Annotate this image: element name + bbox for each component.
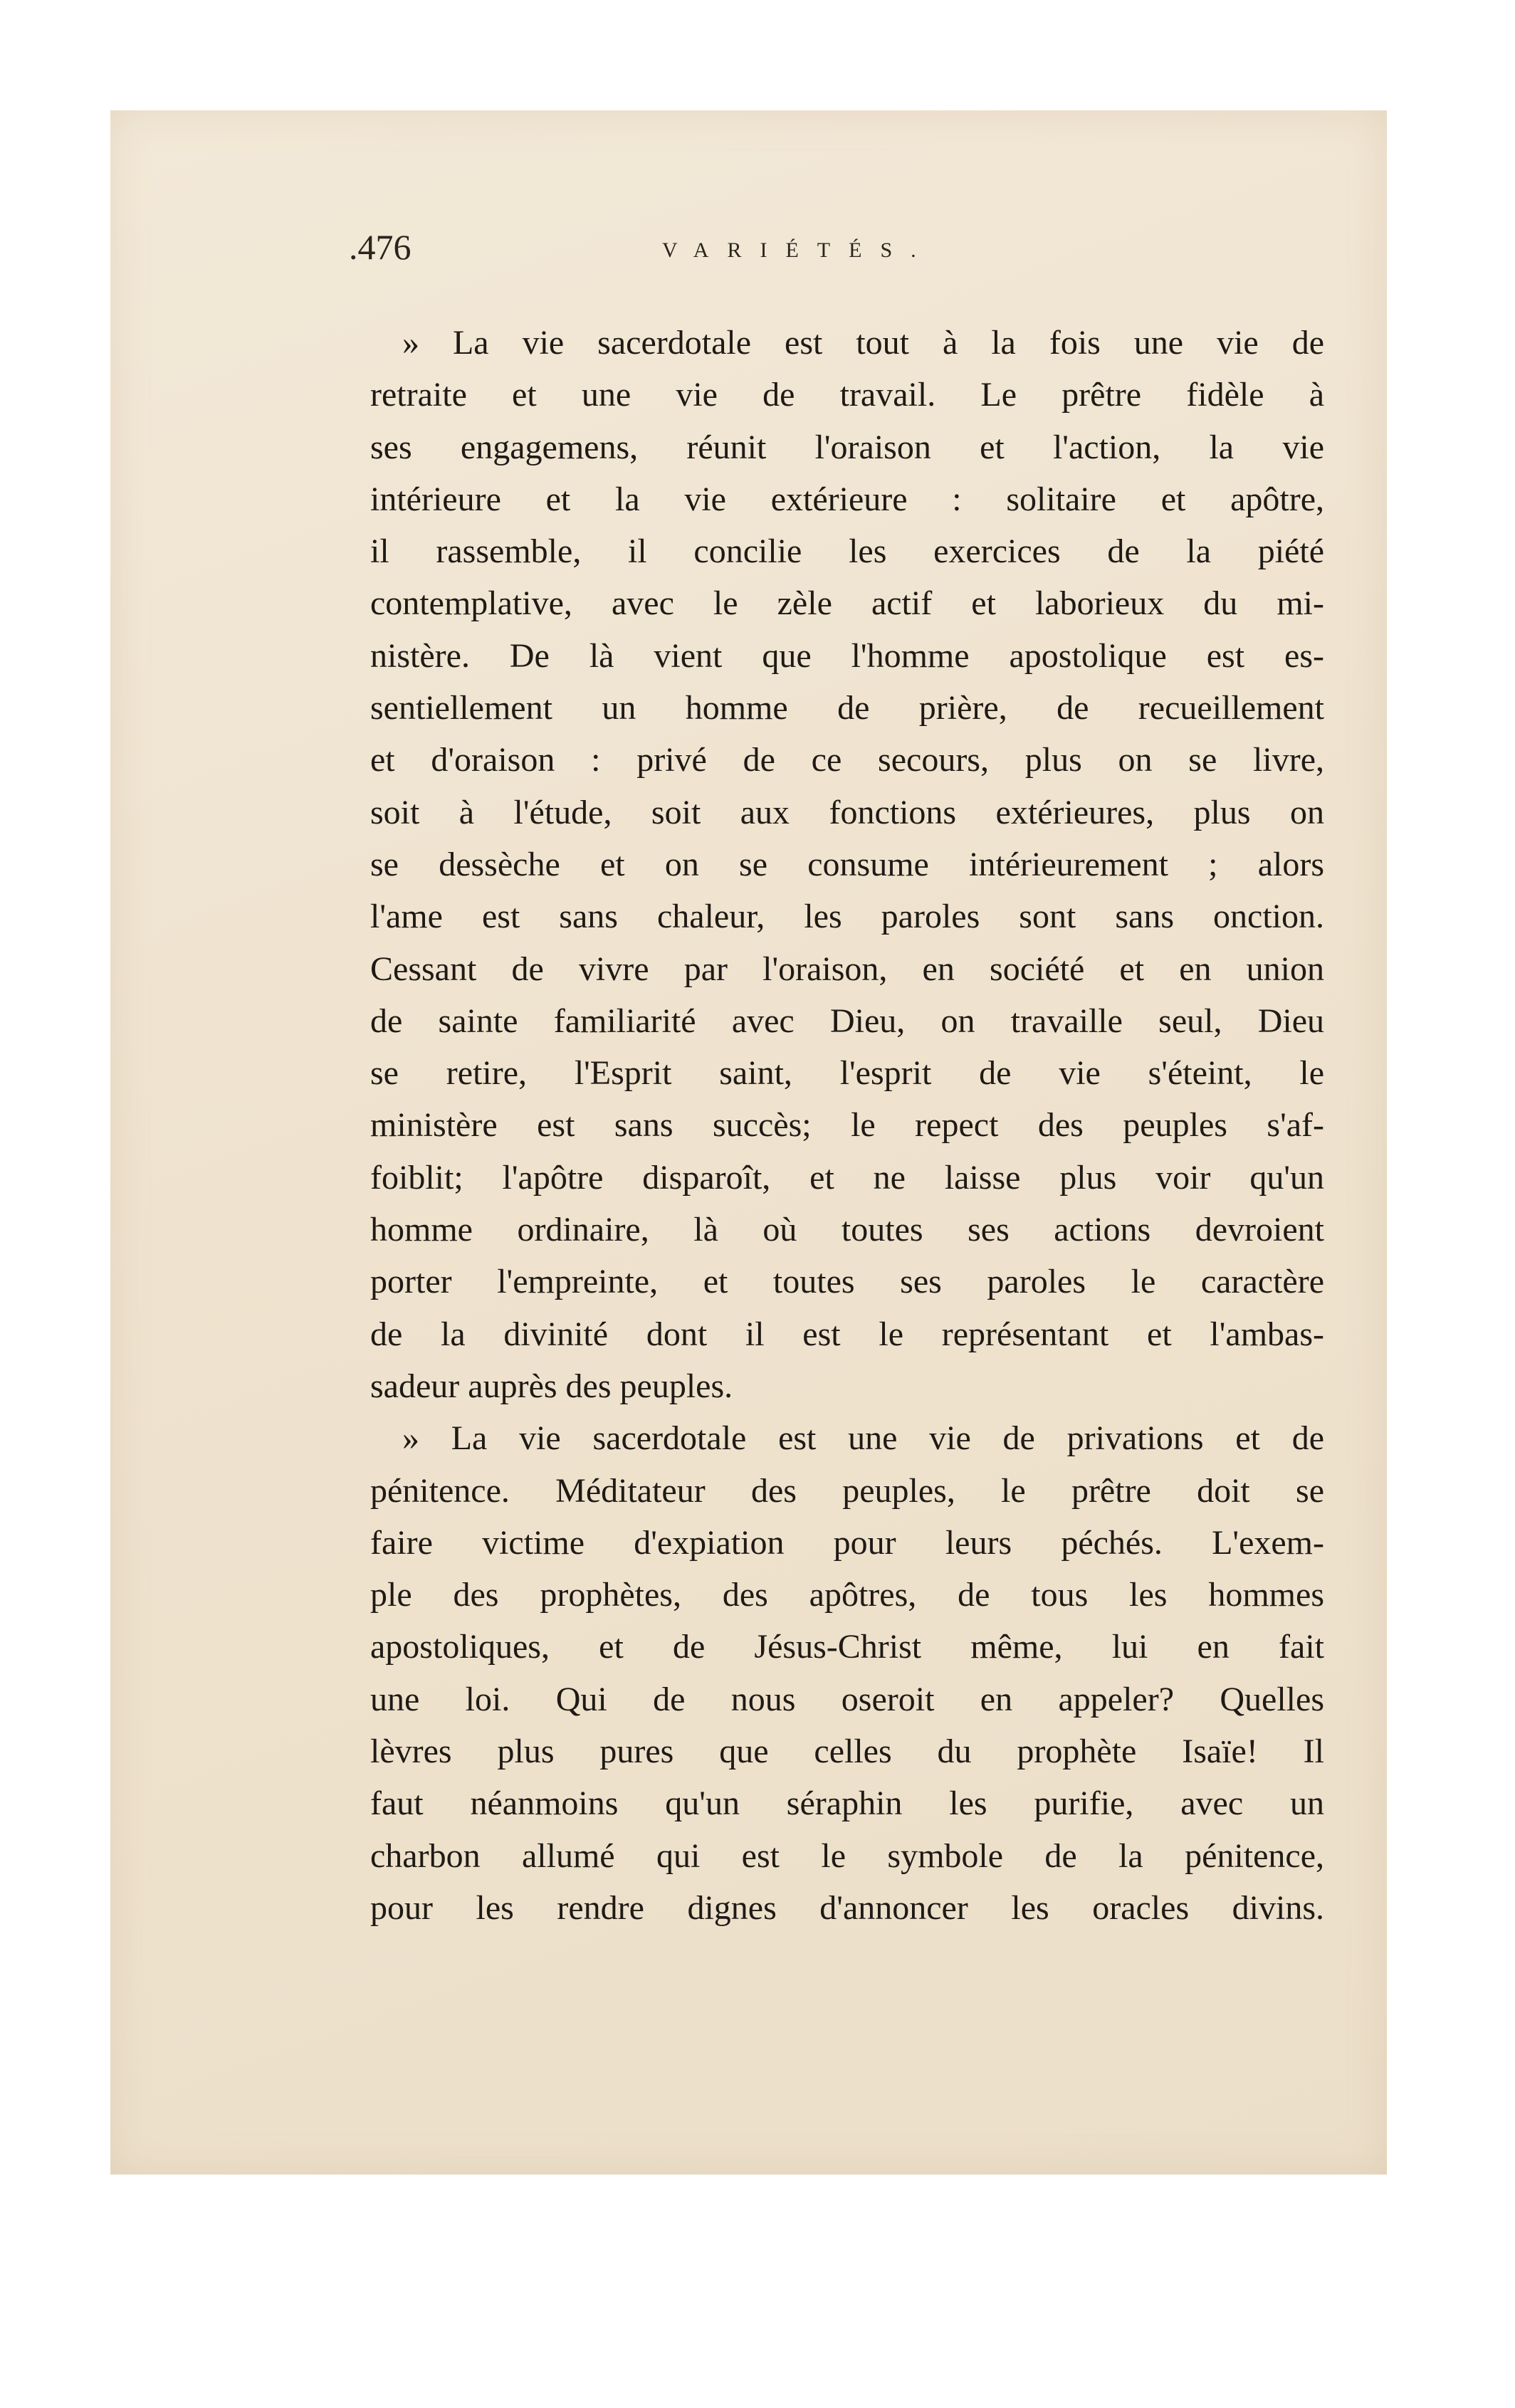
text-line: soit à l'étude, soit aux fonctions extérieures, plus on bbox=[370, 793, 1324, 831]
text-line: intérieure et la vie extérieure : solitaire et apôtre, bbox=[370, 480, 1324, 518]
text-line: et d'oraison : privé de ce secours, plus on se livre, bbox=[370, 741, 1324, 779]
text-line: de sainte familiarité avec Dieu, on travaille seul, Dieu bbox=[370, 1001, 1324, 1040]
text-line: foiblit; l'apôtre disparoît, et ne laisse plus voir qu'un bbox=[370, 1158, 1324, 1197]
text-line: faire victime d'expiation pour leurs péchés. L'exem- bbox=[370, 1523, 1324, 1562]
text-line: une loi. Qui de nous oseroit en appeler? Quelles bbox=[370, 1680, 1324, 1718]
page-number: .476 bbox=[349, 227, 411, 267]
text-line: charbon allumé qui est le symbole de la pénitence, bbox=[370, 1836, 1324, 1875]
text-line: il rassemble, il concilie les exercices de la piété bbox=[370, 532, 1324, 571]
text-line: de la divinité dont il est le représentant et l'ambas- bbox=[370, 1315, 1324, 1353]
text-line: ses engagemens, réunit l'oraison et l'action, la vie bbox=[370, 428, 1324, 466]
text-line: sentiellement un homme de prière, de recueillement bbox=[370, 689, 1324, 727]
text-line: retraite et une vie de travail. Le prêtre fidèle à bbox=[370, 376, 1324, 414]
text-line: » La vie sacerdotale est tout à la fois une vie de bbox=[402, 324, 1324, 362]
text-line: se retire, l'Esprit saint, l'esprit de vie s'éteint, le bbox=[370, 1054, 1324, 1093]
text-line: ministère est sans succès; le repect des peuples s'af- bbox=[370, 1106, 1324, 1145]
text-line: faut néanmoins qu'un séraphin les purifie, avec un bbox=[370, 1784, 1324, 1823]
text-line: homme ordinaire, là où toutes ses actions devroient bbox=[370, 1211, 1324, 1249]
text-line: ple des prophètes, des apôtres, de tous les hommes bbox=[370, 1576, 1324, 1614]
text-line: contemplative, avec le zèle actif et laborieux du mi- bbox=[370, 584, 1324, 623]
body-text bbox=[370, 317, 1324, 1934]
text-line: lèvres plus pures que celles du prophète Isaïe! Il bbox=[370, 1733, 1324, 1771]
text-line: sadeur auprès des peuples. bbox=[370, 1367, 733, 1405]
running-head: VARIÉTÉS. bbox=[662, 238, 935, 262]
text-line: l'ame est sans chaleur, les paroles sont sans onction. bbox=[370, 898, 1324, 936]
text-line: Cessant de vivre par l'oraison, en société et en union bbox=[370, 950, 1324, 988]
text-line: pour les rendre dignes d'annoncer les oracles divins. bbox=[370, 1888, 1324, 1927]
text-line: porter l'empreinte, et toutes ses paroles le caractère bbox=[370, 1263, 1324, 1301]
text-line: se dessèche et on se consume intérieurement ; alors bbox=[370, 845, 1324, 883]
text-line: pénitence. Méditateur des peuples, le prêtre doit se bbox=[370, 1471, 1324, 1510]
text-line: » La vie sacerdotale est une vie de privations et de bbox=[402, 1419, 1324, 1458]
text-line: nistère. De là vient que l'homme apostolique est es- bbox=[370, 636, 1324, 675]
text-line: apostoliques, et de Jésus-Christ même, lui en fait bbox=[370, 1628, 1324, 1666]
